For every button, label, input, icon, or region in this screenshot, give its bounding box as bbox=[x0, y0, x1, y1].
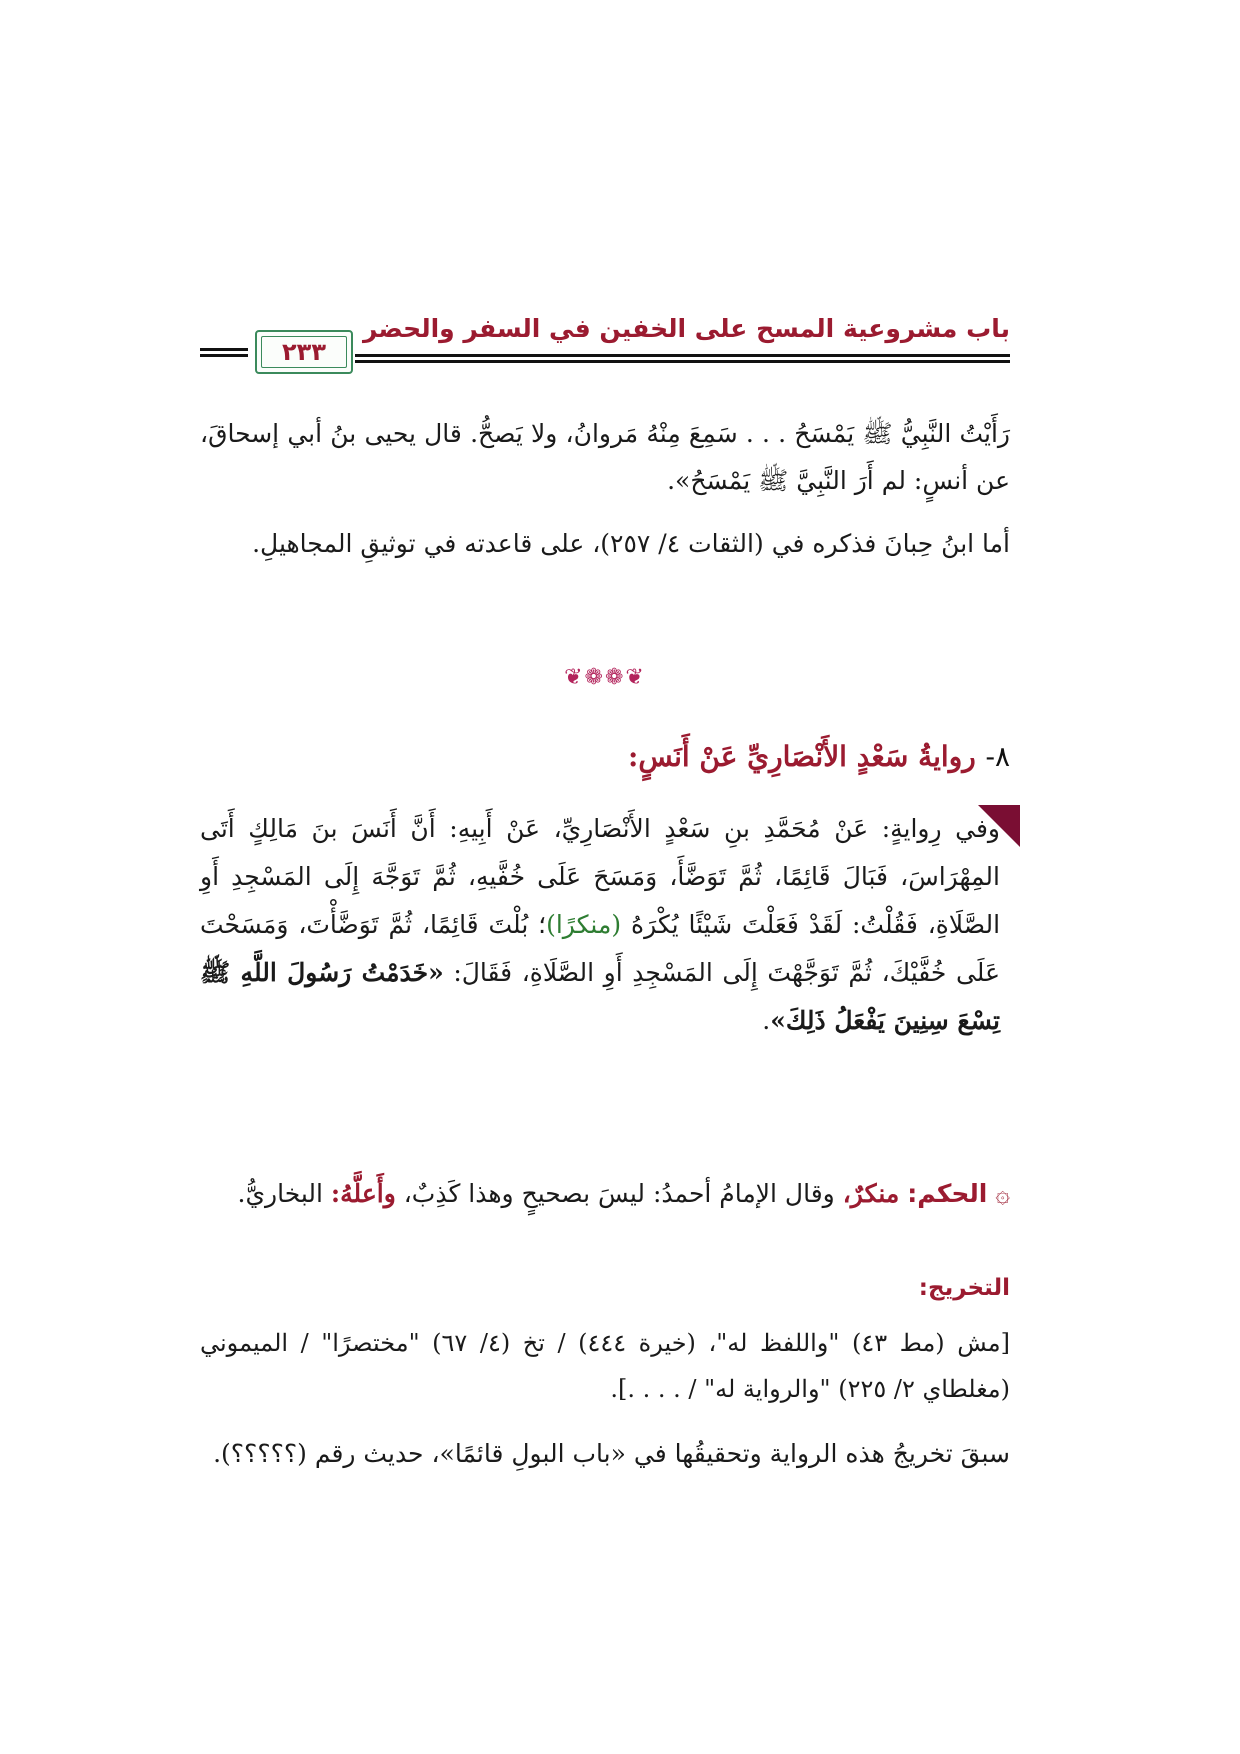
verdict-illness: وأَعلَّهُ: bbox=[330, 1179, 396, 1208]
header-rule bbox=[355, 354, 1010, 357]
page-number-frame bbox=[255, 330, 353, 374]
chapter-title: باب مشروعية المسح على الخفين في السفر والحضر bbox=[363, 314, 1010, 343]
page-number: ٢٣٣ bbox=[282, 338, 326, 366]
section-title: روايةُ سَعْدٍ الأَنْصَارِيِّ عَنْ أَنَسٍ: bbox=[628, 740, 976, 773]
hadith-part: ؛ بُلْتَ قَائِمًا، ثُمَّ تَوَضَّأْتَ، وَمَسَحْتَ عَلَى خُفَّيْكَ، ثُمَّ تَوَجَّهْتَ إِلَى المَسْجِدِ أَوِ الصَّلَاةِ، فَقَالَ: bbox=[200, 910, 1000, 987]
hadith-text bbox=[200, 805, 1010, 1045]
verdict-label: الحكم: bbox=[907, 1179, 988, 1208]
hadith-part: وفي رِوايةٍ: عَنْ مُحَمَّدِ بنِ سَعْدٍ الأَنْصَارِيِّ، عَنْ أَبِيهِ: أَنَّ أَنَسَ بنَ مَالِكٍ أَتَى المِهْرَاسَ، فَبَالَ قَائِمًا، ثُمَّ تَوَضَّأَ، وَمَسَحَ عَلَى خُفَّيهِ، ثُمَّ تَوَجَّهَ إِلَى المَسْجِدِ أَوِ الصَّلَاةِ، فَقُلْتُ: لَقَدْ فَعَلْتَ شَيْئًا يُكْرَهُ bbox=[200, 814, 1001, 939]
page-header bbox=[200, 310, 1010, 380]
corner-ornament bbox=[978, 805, 1020, 847]
section-number: ٨- bbox=[985, 740, 1010, 773]
variant-note: (منكرًا) bbox=[546, 910, 622, 939]
paragraph: سبقَ تخريجُ هذه الرواية وتحقيقُها في «باب البولِ قائمًا»، حديث رقم (؟؟؟؟؟). bbox=[213, 1439, 1010, 1468]
paragraph: رَأَيْتُ النَّبِيُّ ﷺ يَمْسَحُ . . . سَمِعَ مِنْهُ مَروانُ، ولا يَصحُّ. قال يحيى بنُ أبي إسحاقَ، عن أنسٍ: لم أَرَ النَّبِيَّ ﷺ يَمْسَحُ». bbox=[200, 419, 1010, 495]
header-rule-left bbox=[200, 348, 248, 351]
takhrij-heading: التخريج: bbox=[918, 1275, 1010, 1301]
header-rule-left bbox=[200, 354, 248, 357]
verdict-icon: ۞ bbox=[995, 1179, 1010, 1208]
verdict-text: وقال الإمامُ أحمدُ: ليسَ بصحيحٍ وهذا كَذِبٌ، bbox=[403, 1179, 835, 1208]
takhrij-text: [مش (مط ٤٣) "واللفظ له"، (خيرة ٤٤٤) / تخ (٤/ ٦٧) "مختصرًا" / الميموني (مغلطاي ٢/ ٢٢٥) "والرواية له" / . . . .]. bbox=[200, 1329, 1011, 1403]
verdict-value: منكرٌ، bbox=[842, 1179, 900, 1208]
hadith-matn: «خَدَمْتُ رَسُولَ اللَّهِ ﷺ تِسْعَ سِنِينَ يَفْعَلُ ذَلِكَ» bbox=[200, 958, 1000, 1035]
section-divider-ornament: ❦❁❁❦ bbox=[564, 665, 646, 690]
hadith-quote bbox=[200, 805, 1010, 1045]
verdict bbox=[200, 1170, 1010, 1217]
paragraph: أما ابنُ حِبانَ فذكره في (الثقات ٤/ ٢٥٧)، على قاعدته في توثيقِ المجاهيلِ. bbox=[252, 529, 1010, 558]
hadith-end: . bbox=[762, 1006, 771, 1035]
header-rule bbox=[355, 360, 1010, 363]
verdict-text: البخاريُّ. bbox=[237, 1179, 323, 1208]
section-heading bbox=[628, 740, 1010, 773]
